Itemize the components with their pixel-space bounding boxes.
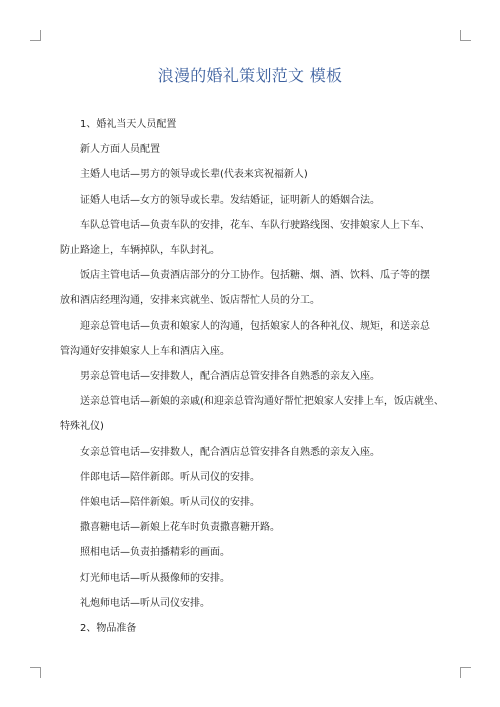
paragraph-line: 新人方面人员配置 — [80, 144, 160, 156]
document-paragraph — [60, 314, 448, 364]
paragraph-line: 证婚人电话—女方的领导或长辈。发结婚证，证明新人的婚姻合法。 — [80, 194, 380, 206]
paragraph-line: 照相电话—负责拍播精彩的画面。 — [80, 547, 230, 559]
document-paragraph — [60, 364, 448, 389]
paragraph-line: 撒喜糖电话—新娘上花车时负责撒喜糖开路。 — [80, 522, 280, 534]
paragraph-line: 放和酒店经理沟通，安排来宾就坐、饭店帮忙人员的分工。 — [60, 295, 320, 307]
document-paragraph — [60, 213, 448, 263]
page-corner-mark-bottom-right — [460, 667, 471, 678]
paragraph-line: 男亲总管电话—安排数人，配合酒店总管安排各自熟悉的亲友入座。 — [80, 371, 380, 383]
paragraph-line: 1、婚礼当天人员配置 — [80, 119, 177, 130]
paragraph-line: 迎亲总管电话—负责和娘家人的沟通，包括娘家人的各种礼仪、规矩，和送亲总 — [80, 320, 430, 332]
document-title: 浪漫的婚礼策划范文 模板 — [157, 66, 343, 85]
paragraph-line: 灯光师电话—听从摄像师的安排。 — [80, 572, 230, 584]
document-paragraph — [60, 389, 448, 439]
document-paragraph — [60, 137, 448, 162]
paragraph-line: 车队总管电话—负责车队的安排，花车、车队行驶路线图、安排娘家人上下车、 — [80, 219, 430, 231]
page-corner-mark-top-right — [460, 30, 471, 41]
paragraph-line: 送亲总管电话—新娘的亲戚(和迎亲总管沟通好帮忙把娘家人安排上车，饭店就坐、 — [80, 396, 444, 408]
document-paragraph — [60, 515, 448, 540]
paragraph-line: 礼炮师电话—听从司仪安排。 — [80, 597, 210, 609]
page-corner-mark-bottom-left — [30, 667, 41, 678]
paragraph-line: 伴郎电话—陪伴新郎。听从司仪的安排。 — [80, 471, 260, 483]
document-paragraph — [60, 162, 448, 187]
document-paragraph — [60, 490, 448, 515]
document-paragraph — [60, 188, 448, 213]
paragraph-line: 防止路途上，车辆掉队，车队封礼。 — [60, 245, 220, 257]
paragraph-line: 特殊礼仪) — [60, 421, 104, 433]
paragraph-line: 管沟通好安排娘家人上车和酒店入座。 — [60, 345, 230, 357]
document-paragraph — [60, 112, 448, 137]
paragraph-line: 女亲总管电话—安排数人，配合酒店总管安排各自熟悉的亲友入座。 — [80, 446, 380, 458]
document-paragraph — [60, 263, 448, 313]
document-body — [60, 112, 448, 641]
paragraph-line: 2、物品准备 — [80, 623, 137, 635]
document-paragraph — [60, 591, 448, 616]
document-paragraph — [60, 540, 448, 565]
paragraph-line: 主婚人电话—男方的领导或长辈(代表来宾祝福新人) — [80, 169, 308, 181]
document-paragraph — [60, 616, 448, 641]
paragraph-line: 饭店主管电话—负责酒店部分的分工协作。包括糖、烟、酒、饮料、瓜子等的摆 — [80, 270, 430, 282]
document-paragraph — [60, 566, 448, 591]
page-corner-mark-top-left — [30, 30, 41, 41]
document-paragraph — [60, 465, 448, 490]
document-paragraph — [60, 440, 448, 465]
paragraph-line: 伴娘电话—陪伴新娘。听从司仪的安排。 — [80, 497, 260, 509]
